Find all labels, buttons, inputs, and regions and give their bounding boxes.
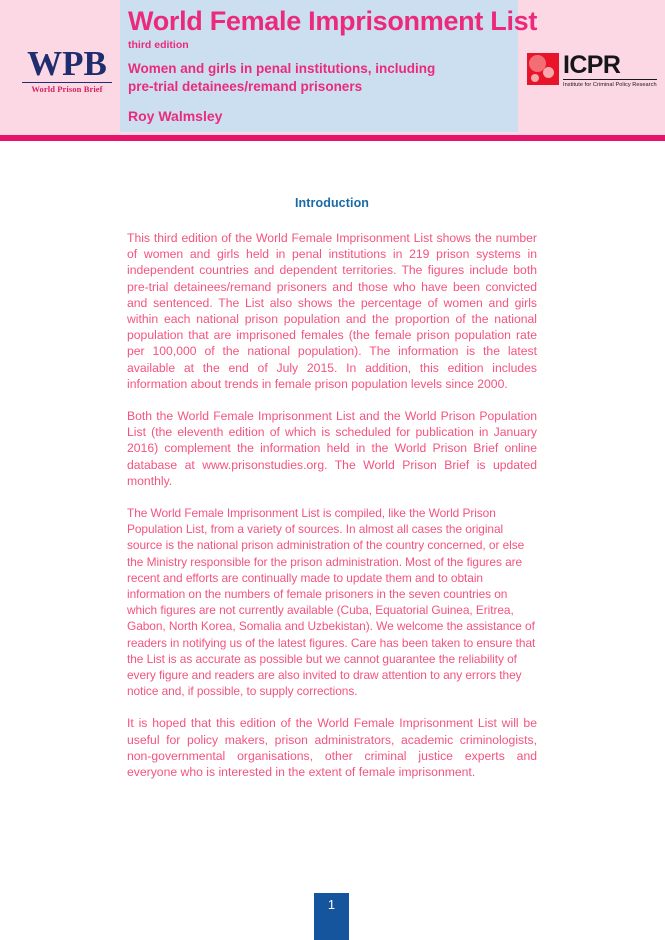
icpr-circle-small-icon xyxy=(531,74,539,82)
body-paragraph-2: Both the World Female Imprisonment List and the World Prison Population List (the eleventh edition of which is scheduled for publication in January 2016) complement the information held in the World Prison Brief online database at www.prisonstudies.org. The World Prison Brief is updated monthly. xyxy=(127,409,537,488)
edition-label: third edition xyxy=(128,39,189,52)
wpb-logo xyxy=(22,46,112,94)
icpr-circle-medium-icon xyxy=(543,67,554,78)
header-banner xyxy=(0,0,665,135)
subtitle-line-1: Women and girls in penal institutions, including xyxy=(128,60,436,76)
body-paragraph-1: This third edition of the World Female Imprisonment List shows the number of women and girls held in penal institutions in 219 prison systems in independent countries and dependent territories. The figures include both pre-trial detainees/remand prisoners and those who have been convicted and sentenced. The List also shows the percentage of women and girls within each national prison population and the proportion of the national population that are imprisoned females (the female prison population rate per 100,000 of the national population). The information is the latest available at the end of July 2015. In addition, this edition includes information about trends in female prison population levels since 2000. xyxy=(127,231,537,391)
page-title: World Female Imprisonment List xyxy=(128,6,538,36)
icpr-full-name: Institute for Criminal Policy Research xyxy=(563,82,657,88)
wpb-logo-mark: WPB xyxy=(22,46,112,83)
page-number-badge: 1 xyxy=(314,893,349,940)
icpr-acronym: ICPR xyxy=(563,53,657,80)
title-block xyxy=(128,6,538,125)
author-name: Roy Walmsley xyxy=(128,108,223,125)
icpr-logo-text xyxy=(563,53,657,88)
icpr-logo-mark-icon xyxy=(527,53,559,85)
subtitle-line-2: pre-trial detainees/remand prisoners xyxy=(128,79,363,95)
section-heading-introduction: Introduction xyxy=(294,196,370,210)
document-body xyxy=(127,196,537,780)
icpr-logo xyxy=(527,53,657,93)
wpb-logo-subtitle: World Prison Brief xyxy=(31,84,103,94)
subtitle-block xyxy=(128,60,512,96)
body-paragraph-3: The World Female Imprisonment List is compiled, like the World Prison Population List, from a variety of sources. In almost all cases the original source is the national prison administration of the country concerned, or else the Ministry responsible for the prison administration. Most of the figures are recent and efforts are continually made to update them and to obtain information on the numbers of female prisoners in the seven countries on which figures are not currently available (Cuba, Equatorial Guinea, Eritrea, Gabon, North Korea, Somalia and Uzbekistan). We welcome the assistance of readers in notifying us of the latest figures. Care has been taken to ensure that the List is as accurate as possible but we cannot guarantee the reliability of every figure and readers are also invited to draw attention to any errors they notice and, if possible, to supply corrections. xyxy=(127,506,536,699)
body-paragraph-4: It is hoped that this edition of the World Female Imprisonment List will be useful for policy makers, prison administrators, academic criminologists, non-governmental organisations, other criminal justice experts and everyone who is interested in the extent of female imprisonment. xyxy=(127,716,537,780)
header-divider-rule xyxy=(0,135,665,141)
